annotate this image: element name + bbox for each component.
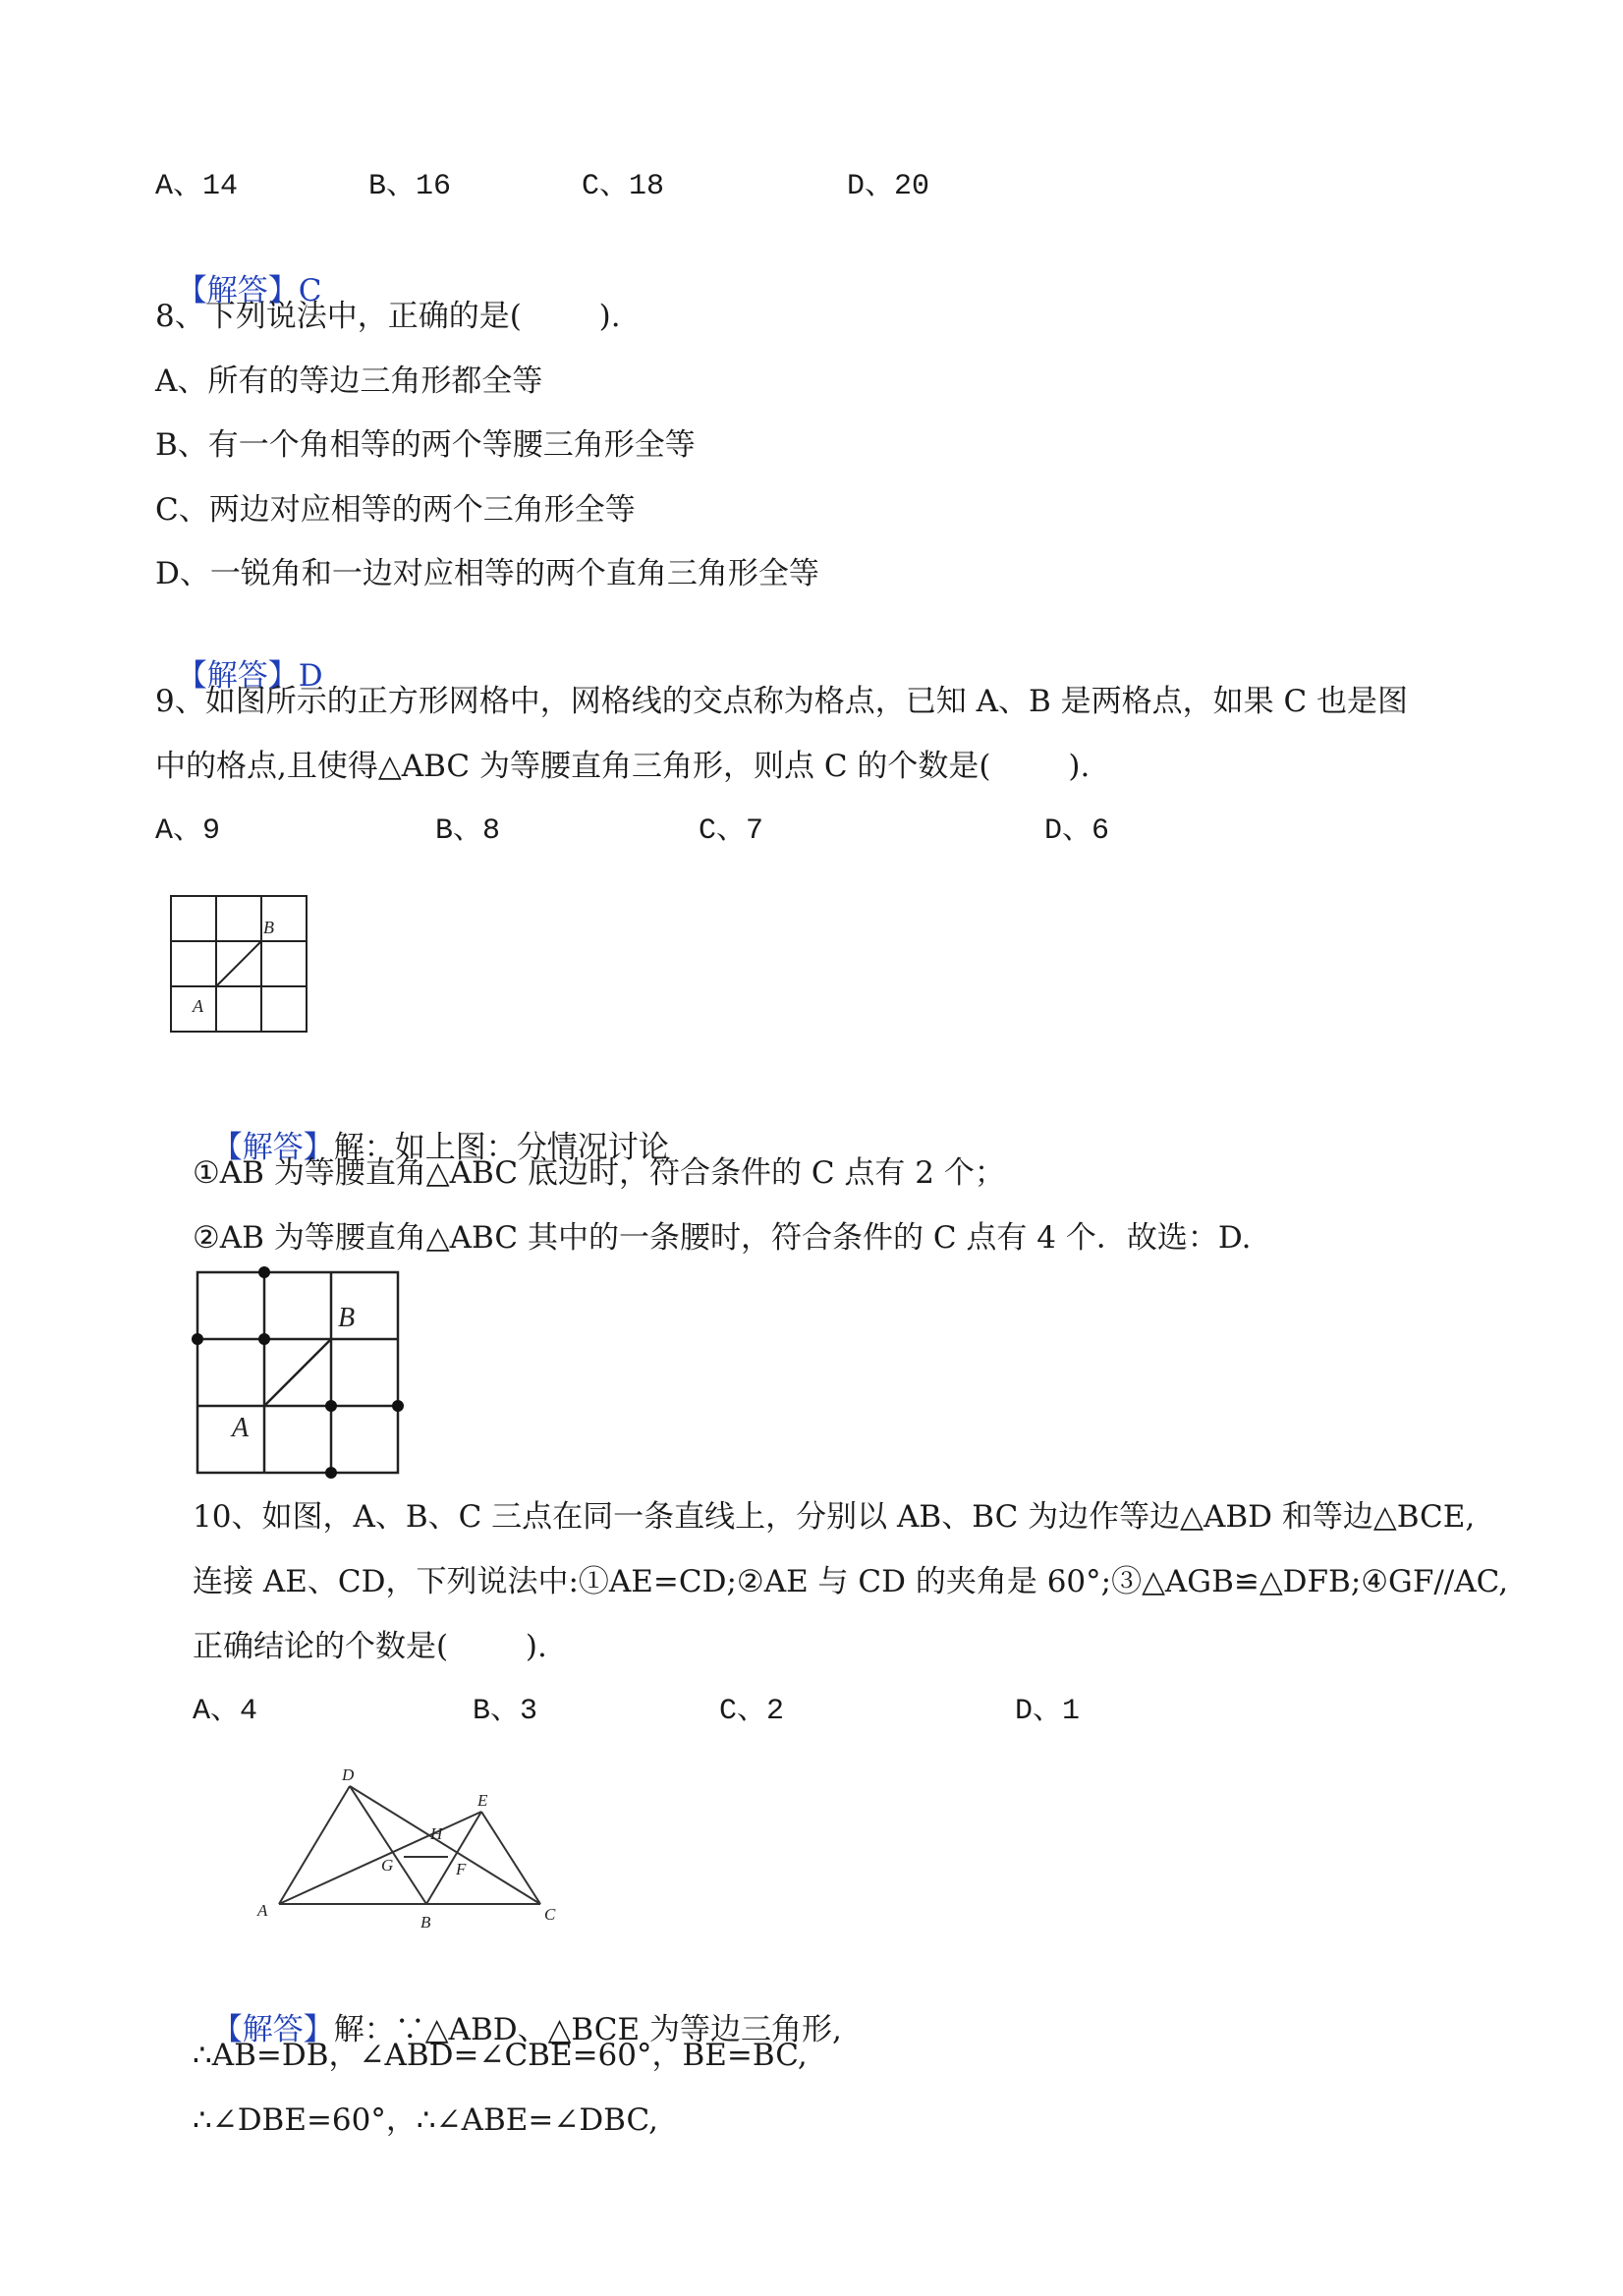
q9-option-a: A、9 (155, 814, 221, 848)
answer-label: 【解答】 (211, 2012, 334, 2047)
point-label-b: B (338, 1303, 356, 1333)
point-label-a: A (193, 996, 203, 1016)
q8-option-d: D、一锐角和一边对应相等的两个直角三角形全等 (155, 556, 819, 591)
q10-stem-line1: 10、如图，A、B、C 三点在同一条直线上，分别以 AB、BC 为边作等边△ABD 和等边△BCE, (193, 1499, 1476, 1535)
point-label-b: B (263, 918, 274, 937)
q10-solution-line3: ∴∠DBE=60°，∴∠ABE=∠DBC, (193, 2102, 659, 2138)
point-label-h: H (430, 1824, 443, 1843)
q10-figure (253, 1759, 568, 1932)
point-label-g: G (381, 1856, 394, 1875)
q10-solution-line2: ∴AB=DB，∠ABD=∠CBE=60°，BE=BC, (193, 2038, 808, 2073)
candidate-point (325, 1467, 337, 1479)
q7-option-c: C、18 (582, 170, 665, 203)
q8-option-b: B、有一个角相等的两个等腰三角形全等 (155, 427, 696, 463)
point-label-a: A (232, 1413, 250, 1443)
q9-case1: ①AB 为等腰直角△ABC 底边时，符合条件的 C 点有 2 个； (193, 1155, 1005, 1191)
q7-option-b: B、16 (368, 170, 452, 203)
q9-case2: ②AB 为等腰直角△ABC 其中的一条腰时，符合条件的 C 点有 4 个．故选：D. (193, 1220, 1252, 1256)
q9-stem-line2: 中的格点,且使得△ABC 为等腰直角三角形，则点 C 的个数是( ). (155, 749, 1091, 784)
q10-option-c: C、2 (719, 1695, 785, 1728)
q9-solution-figure (193, 1267, 409, 1485)
q9-option-b: B、8 (435, 814, 501, 848)
answer-label: 【解答】 (211, 1130, 334, 1165)
answer-intro-text: 解：如上图：分情况讨论 (333, 1130, 669, 1165)
candidate-point (258, 1333, 270, 1345)
answer-label: 【解答】 (176, 658, 299, 694)
point-label-d: D (342, 1765, 355, 1784)
q10-option-a: A、4 (193, 1695, 258, 1728)
candidate-point (258, 1266, 270, 1278)
answer-value: C (298, 273, 322, 308)
q7-option-d: D、20 (847, 170, 930, 203)
q10-option-d: D、1 (1015, 1695, 1081, 1728)
q10-option-b: B、3 (473, 1695, 538, 1728)
q8-option-a: A、所有的等边三角形都全等 (155, 364, 543, 399)
point-label-e: E (477, 1791, 488, 1810)
q10-stem-line3: 正确结论的个数是( ). (193, 1629, 547, 1664)
answer-value: D (298, 658, 323, 694)
q9-option-c: C、7 (699, 814, 764, 848)
point-label-a: A (257, 1901, 268, 1920)
candidate-point (392, 1400, 404, 1412)
q7-option-a: A、14 (155, 170, 239, 203)
q9-grid-figure (167, 892, 312, 1036)
answer-label: 【解答】 (176, 273, 299, 308)
q9-stem-line1: 9、如图所示的正方形网格中，网格线的交点称为格点，已知 A、B 是两格点，如果 C 也是图 (155, 684, 1409, 719)
q10-stem-line2: 连接 AE、CD，下列说法中:①AE=CD;②AE 与 CD 的夹角是 60°;③△AGB≌△DFB;④GF//AC, (193, 1564, 1509, 1599)
q8-option-c: C、两边对应相等的两个三角形全等 (155, 492, 636, 528)
q9-option-d: D、6 (1044, 814, 1110, 848)
candidate-point (325, 1400, 337, 1412)
point-label-b: B (420, 1913, 431, 1932)
point-label-c: C (544, 1905, 556, 1924)
solution-text: 解：∵△ABD、△BCE 为等边三角形, (333, 2012, 842, 2047)
q8-stem: 8、下列说法中，正确的是( ). (155, 299, 621, 334)
point-label-f: F (456, 1860, 467, 1878)
candidate-point (192, 1333, 203, 1345)
